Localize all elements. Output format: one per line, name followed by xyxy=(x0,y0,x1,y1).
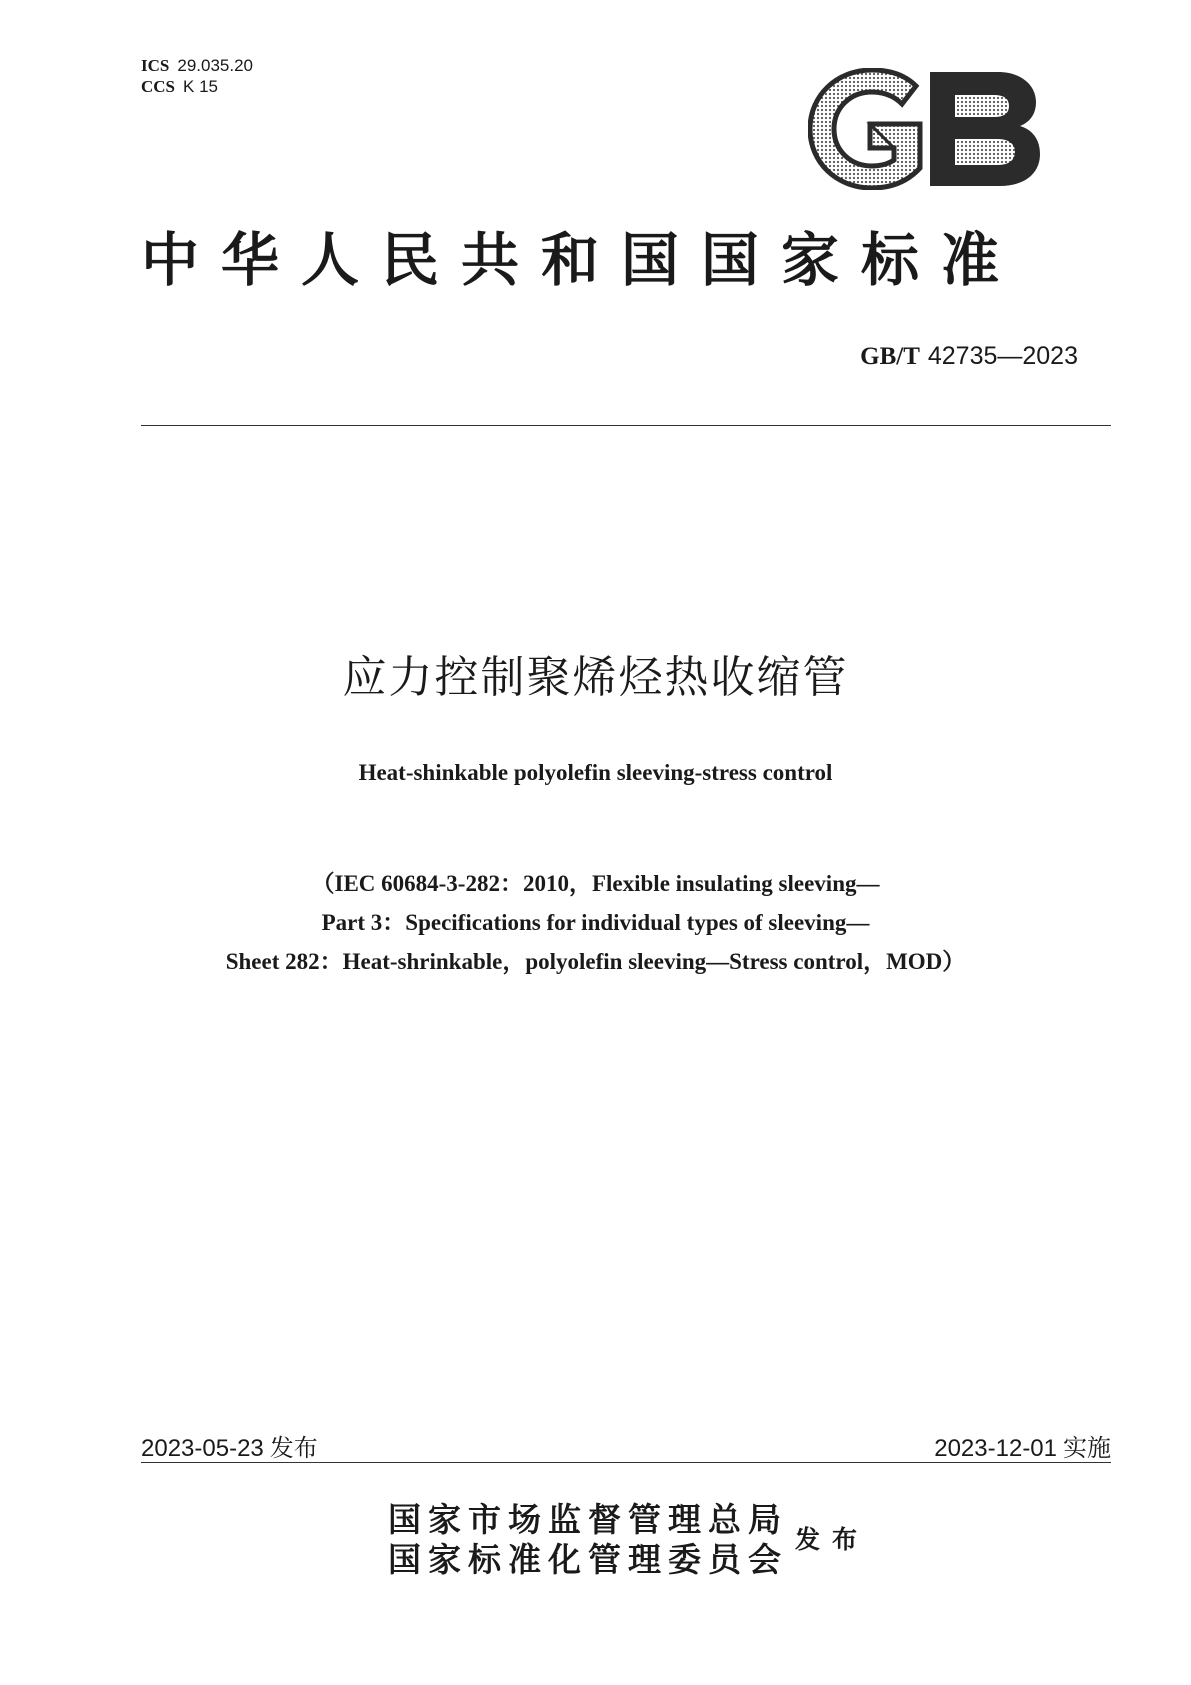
issuers-action: 发布 xyxy=(795,1525,870,1554)
adoption-line-2: Part 3：Specifications for individual types of sleeving— xyxy=(321,910,870,935)
issue-label: 发布 xyxy=(269,1434,318,1462)
ics-code: ICS 29.035.20 xyxy=(141,56,253,75)
title-chinese: 应力控制聚烯烃热收缩管 xyxy=(342,652,849,703)
adoption-line-3: Sheet 282：Heat-shrinkable，polyolefin sleeving—Stress control，MOD） xyxy=(225,949,966,974)
top-divider xyxy=(141,425,1111,426)
bottom-divider xyxy=(141,1462,1111,1463)
gb-standard-logo-icon xyxy=(808,68,1042,190)
national-standard-heading: 中华人民共和国国家标准 xyxy=(141,226,1022,294)
implement-date-value: 2023-12-01 xyxy=(934,1435,1057,1462)
issuing-authorities xyxy=(388,1500,788,1580)
implement-date xyxy=(934,1428,1111,1463)
standard-prefix: GB/T xyxy=(860,343,920,370)
gb-logo xyxy=(808,68,1042,190)
ccs-code: CCS K 15 xyxy=(141,77,218,96)
implement-label: 实施 xyxy=(1063,1434,1111,1462)
classification-codes xyxy=(141,55,253,97)
adoption-statement xyxy=(0,864,1191,981)
issue-date-value: 2023-05-23 xyxy=(141,1435,264,1462)
standard-number xyxy=(860,341,1078,371)
adoption-line-1: （IEC 60684-3-282：2010，Flexible insulating sleeving— xyxy=(311,871,880,896)
issuer-samr: 国家市场监督管理总局 xyxy=(388,1500,788,1539)
issue-date xyxy=(141,1428,318,1463)
title-english: Heat-shinkable polyolefin sleeving-stress control xyxy=(358,760,833,785)
issuer-sac: 国家标准化管理委员会 xyxy=(388,1540,788,1579)
standard-code: 42735—2023 xyxy=(927,342,1078,370)
